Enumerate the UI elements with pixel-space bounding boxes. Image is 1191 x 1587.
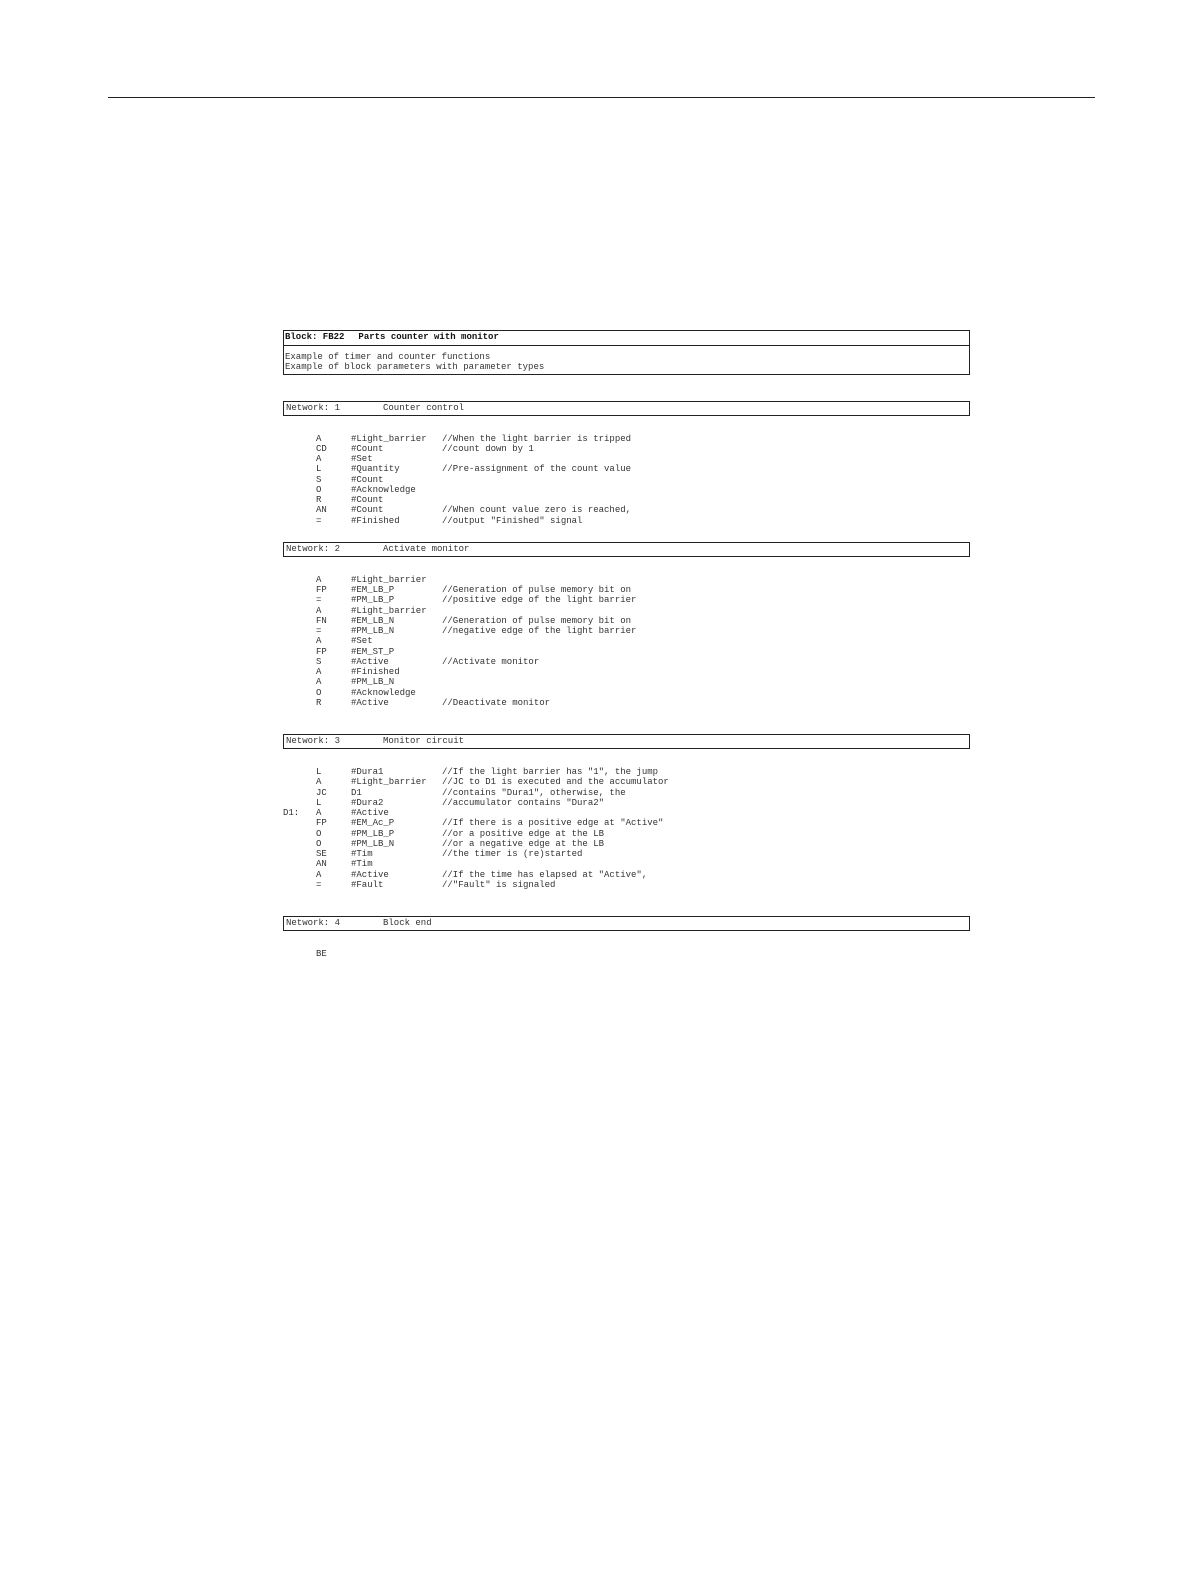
- network-section: [283, 916, 970, 959]
- code-operation: O: [316, 484, 322, 495]
- code-operand: #PM_LB_P: [351, 828, 395, 839]
- block-comment: Example of timer and counter functions: [285, 352, 491, 362]
- code-line: [283, 585, 970, 595]
- code-line: [283, 626, 970, 636]
- code-line: [283, 667, 970, 677]
- code-operand: #Count: [351, 443, 384, 454]
- code-operand: #Light_barrier: [351, 777, 427, 788]
- code-line: [283, 444, 970, 454]
- code-operation: A: [316, 808, 322, 818]
- code-operand: #PM_LB_N: [351, 677, 395, 688]
- code-operation: AN: [316, 859, 327, 870]
- code-line: [283, 949, 970, 959]
- code-line: [283, 849, 970, 859]
- code-operation: BE: [316, 949, 327, 959]
- network-header: [283, 542, 970, 557]
- code-operation: =: [316, 626, 322, 636]
- code-line: [283, 870, 970, 880]
- code-operation: A: [316, 454, 322, 464]
- code-operation: SE: [316, 849, 327, 859]
- code-comment: //positive edge of the light barrier: [442, 595, 637, 606]
- code-operation: A: [316, 433, 322, 444]
- network-title: Activate monitor: [383, 543, 470, 554]
- network-number: Network: 1: [286, 402, 341, 413]
- code-comment: //accumulator contains "Dura2": [442, 797, 605, 808]
- network-number: Network: 2: [286, 543, 341, 554]
- code-comment: //When the light barrier is tripped: [442, 433, 632, 444]
- code-operand: #Fault: [351, 879, 384, 890]
- code-operation: =: [316, 595, 322, 606]
- code-operation: JC: [316, 787, 327, 798]
- code-operation: L: [316, 464, 322, 475]
- code-operand: #Light_barrier: [351, 433, 427, 444]
- code-operation: L: [316, 767, 322, 777]
- network-section: [283, 401, 970, 526]
- code-operand: #Tim: [351, 849, 373, 859]
- code-block: [283, 767, 970, 890]
- networks: [283, 401, 970, 960]
- code-operation: AN: [316, 505, 327, 516]
- code-operation: A: [316, 677, 322, 688]
- code-line: [283, 657, 970, 667]
- network-title: Monitor circuit: [383, 736, 465, 746]
- code-line: [283, 698, 970, 708]
- code-line: [283, 859, 970, 869]
- code-comment: //or a positive edge at the LB: [442, 828, 605, 839]
- code-operation: CD: [316, 443, 327, 454]
- code-block: [283, 434, 970, 526]
- code-operand: #Finished: [351, 515, 400, 526]
- network-header: [283, 401, 970, 416]
- code-line: [283, 808, 970, 818]
- code-line: [283, 636, 970, 646]
- block-comments: [284, 346, 969, 374]
- code-comment: //Activate monitor: [442, 656, 540, 667]
- block-title: Parts counter with monitor: [358, 332, 499, 342]
- code-comment: //JC to D1 is executed and the accumulator: [442, 777, 669, 788]
- code-line: [283, 495, 970, 505]
- code-operand: #EM_LB_N: [351, 615, 395, 626]
- code-operand: #EM_ST_P: [351, 646, 395, 657]
- block-header: [283, 330, 970, 375]
- code-operand: #Dura1: [351, 767, 384, 777]
- code-comment: //If the time has elapsed at "Active",: [442, 869, 648, 880]
- code-operand: #Dura2: [351, 797, 384, 808]
- code-operand: #Count: [351, 505, 384, 516]
- code-line: [283, 777, 970, 787]
- code-comment: //output "Finished" signal: [442, 515, 583, 526]
- code-operand: #Active: [351, 697, 389, 708]
- code-line: [283, 839, 970, 849]
- code-operation: FP: [316, 818, 327, 829]
- code-operation: O: [316, 828, 322, 839]
- network-header: [283, 916, 970, 931]
- code-operation: A: [316, 574, 322, 585]
- code-line: [283, 505, 970, 515]
- code-operand: #Light_barrier: [351, 605, 427, 616]
- code-comment: //Generation of pulse memory bit on: [442, 585, 632, 595]
- code-comment: //negative edge of the light barrier: [442, 626, 637, 636]
- code-comment: //the timer is (re)started: [442, 849, 583, 859]
- stl-listing: [283, 330, 970, 959]
- code-operation: A: [316, 667, 322, 677]
- code-operand: #Finished: [351, 667, 400, 677]
- code-line: [283, 485, 970, 495]
- code-line: [283, 575, 970, 585]
- network-section: [283, 734, 970, 890]
- block-comment: Example of block parameters with parameter types: [285, 362, 545, 373]
- code-comment: //Generation of pulse memory bit on: [442, 615, 632, 626]
- code-operand: #Active: [351, 869, 389, 880]
- code-operand: #Tim: [351, 859, 373, 870]
- code-operation: =: [316, 879, 322, 890]
- code-operand: #Count: [351, 495, 384, 505]
- code-line: [283, 677, 970, 687]
- code-operand: #PM_LB_P: [351, 595, 395, 606]
- code-line: [283, 880, 970, 890]
- code-operation: R: [316, 697, 322, 708]
- code-line: [283, 606, 970, 616]
- code-operation: S: [316, 656, 322, 667]
- code-line: [283, 688, 970, 698]
- network-section: [283, 542, 970, 708]
- code-operand: #Quantity: [351, 464, 400, 475]
- code-block: [283, 575, 970, 708]
- block-title-row: [284, 331, 969, 346]
- code-comment: //Pre-assignment of the count value: [442, 464, 632, 475]
- block-label: Block: FB22: [285, 332, 345, 342]
- code-operand: #Count: [351, 474, 384, 485]
- code-operation: S: [316, 474, 322, 485]
- code-block: [283, 949, 970, 959]
- code-operand: #PM_LB_N: [351, 838, 395, 849]
- code-operation: =: [316, 515, 322, 526]
- network-number: Network: 3: [286, 736, 341, 746]
- network-title: Block end: [383, 918, 432, 928]
- code-comment: //Deactivate monitor: [442, 697, 551, 708]
- code-operand: #Acknowledge: [351, 687, 416, 698]
- code-operation: FN: [316, 615, 327, 626]
- code-line: [283, 647, 970, 657]
- code-line: [283, 818, 970, 828]
- code-operation: R: [316, 495, 322, 505]
- code-comment: //If there is a positive edge at "Active": [442, 818, 664, 829]
- code-operation: L: [316, 797, 322, 808]
- code-line: [283, 788, 970, 798]
- code-line: [283, 829, 970, 839]
- network-header: [283, 734, 970, 749]
- code-operand: #PM_LB_N: [351, 626, 395, 636]
- code-comment: //contains "Dura1", otherwise, the: [442, 787, 626, 798]
- code-operation: A: [316, 869, 322, 880]
- header-rule: [108, 97, 1095, 98]
- network-title: Counter control: [383, 402, 465, 413]
- code-operand: #EM_LB_P: [351, 585, 395, 595]
- code-line: [283, 798, 970, 808]
- code-line: [283, 434, 970, 444]
- code-comment: //or a negative edge at the LB: [442, 838, 605, 849]
- code-line: [283, 454, 970, 464]
- code-comment: //When count value zero is reached,: [442, 505, 632, 516]
- code-operation: FP: [316, 585, 327, 595]
- code-comment: //"Fault" is signaled: [442, 879, 556, 890]
- code-line: [283, 616, 970, 626]
- code-operand: #Set: [351, 454, 373, 464]
- code-line: [283, 475, 970, 485]
- code-line: [283, 464, 970, 474]
- code-line: [283, 595, 970, 605]
- code-operand: #Active: [351, 656, 389, 667]
- code-operand: #Set: [351, 636, 373, 647]
- code-operation: FP: [316, 646, 327, 657]
- code-operation: O: [316, 687, 322, 698]
- code-operation: A: [316, 636, 322, 647]
- code-operand: #Light_barrier: [351, 574, 427, 585]
- code-operand: #Active: [351, 808, 389, 818]
- code-operation: A: [316, 777, 322, 788]
- code-line: [283, 516, 970, 526]
- code-label: D1:: [283, 808, 300, 818]
- network-number: Network: 4: [286, 918, 341, 928]
- code-line: [283, 767, 970, 777]
- code-comment: //count down by 1: [442, 443, 534, 454]
- code-operand: #Acknowledge: [351, 484, 416, 495]
- code-operation: O: [316, 838, 322, 849]
- code-operation: A: [316, 605, 322, 616]
- code-operand: #EM_Ac_P: [351, 818, 395, 829]
- code-comment: //If the light barrier has "1", the jump: [442, 767, 659, 777]
- code-operand: D1: [351, 787, 362, 798]
